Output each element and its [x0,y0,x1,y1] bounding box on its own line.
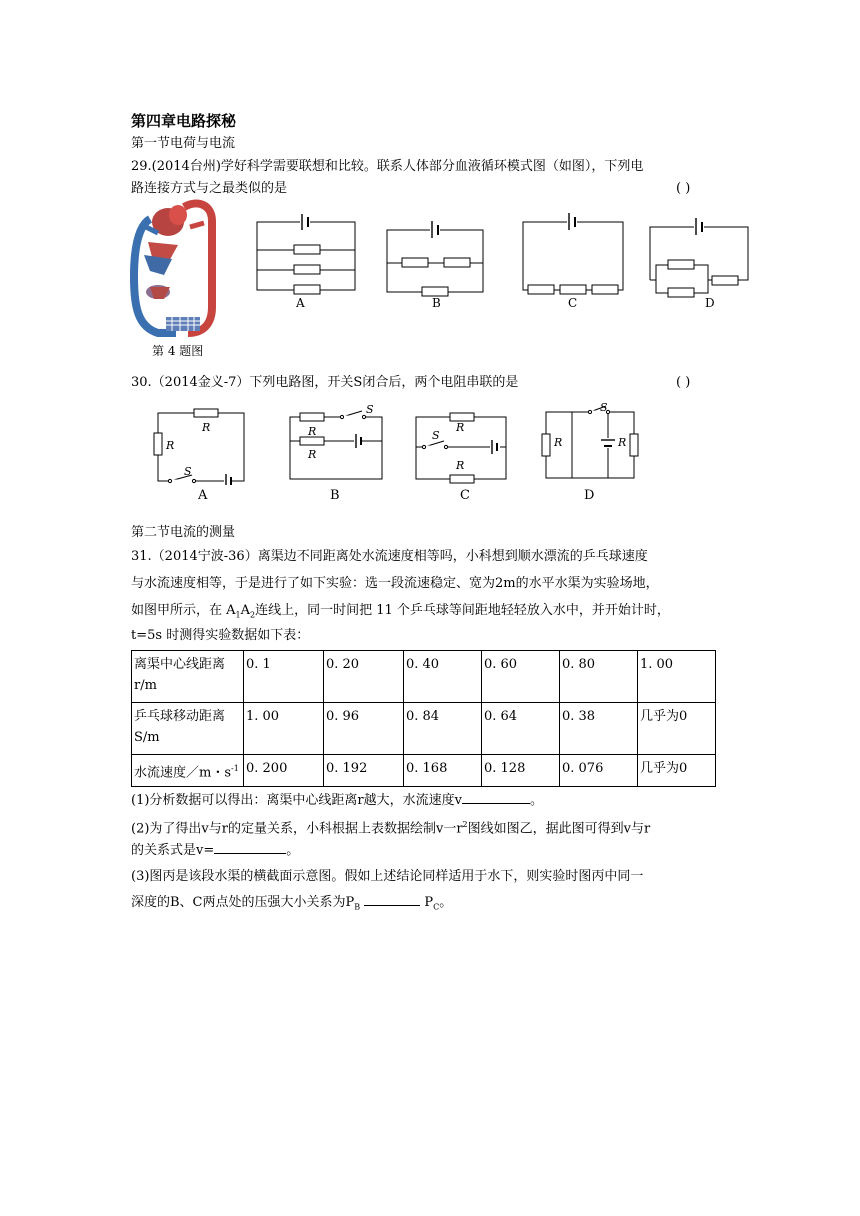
q30-circuit-c [410,405,514,485]
q31-sub2-line1: (2)为了得出v与r的定量关系，小科根据上表数据绘制v一$r^2$图线如图乙，据此图可得到v与r [131,820,651,837]
row-header: 离渠中心线距离 r/m [132,651,244,703]
table-cell: 0. 128 [482,755,560,787]
q30-c-resistor-label-2: R [456,459,465,472]
q30-a-resistor-label-2: R [166,439,175,452]
q31-line3: 如图甲所示，在 $A_1A_2$连线上，同一时间把 11 个乒乓球等间距地轻轻放入水中，并开始计时， [131,603,670,620]
q29-option-label-a: A [296,296,305,310]
q29-option-label-c: C [568,296,578,310]
q30-circuit-a [150,405,250,485]
q30-a-resistor-label-1: R [202,421,211,434]
q29-circuit-b [384,208,490,308]
table-row [132,703,716,755]
section-title-1: 第一节电荷与电流 [131,136,236,151]
table-cell: 0. 1 [244,651,324,703]
q29-option-label-d: D [705,296,715,310]
table-cell: 0. 80 [560,651,638,703]
row-header: 乒乓球移动距离 S/m [132,703,244,755]
table-row [132,755,716,787]
blood-circulation-figure [128,197,220,339]
q30-option-label-c: C [460,488,470,503]
table-cell: 1. 00 [638,651,716,703]
q29-line2: 路连接方式与之最类似的是 [131,181,288,196]
q31-line1: 31.（2014宁波-36）离渠边不同距离处水流速度相等吗，小科想到顺水漂流的乒乓球速度 [131,549,648,564]
q30-d-switch-label: S [600,402,608,414]
q31-sub2-line2: 的关系式是v= 。 [131,839,299,862]
q29-circuit-d [646,208,754,308]
table-cell: 0. 96 [324,703,404,755]
table-cell: 0. 38 [560,703,638,755]
q30-option-label-b: B [330,488,340,503]
q31-line2: 与水流速度相等，于是进行了如下实验：选一段流速稳定、宽为2m的水平水渠为实验场地， [131,576,659,591]
q30-option-label-d: D [584,488,595,503]
q29-option-label-b: B [432,296,441,310]
table-cell: 0. 192 [324,755,404,787]
table-cell: 0. 64 [482,703,560,755]
answer-blank-2[interactable] [214,839,286,854]
table-cell: 1. 00 [244,703,324,755]
q30-circuit-b [284,405,388,485]
table-cell: 0. 076 [560,755,638,787]
q30-answer-bracket: ( ) [676,375,691,390]
q30-line1: 30.（2014金义-7）下列电路图，开关S闭合后，两个电阻串联的是 [131,375,519,390]
q30-c-resistor-label-1: R [456,421,465,434]
q30-d-resistor-label-2: R [618,436,627,449]
q29-answer-bracket: ( ) [676,181,691,196]
q30-c-switch-label: S [432,429,440,442]
table-cell: 几乎为0 [638,703,716,755]
table-row [132,651,716,703]
table-cell: 0. 60 [482,651,560,703]
q30-option-label-a: A [198,488,208,503]
chapter-title: 第四章电路探秘 [131,112,237,130]
q31-data-table [131,650,716,787]
q29-circuit-a [254,208,360,308]
table-cell: 0. 200 [244,755,324,787]
q30-b-switch-label: S [366,405,374,416]
q30-a-switch-label: S [184,465,192,478]
table-cell: 0. 84 [404,703,482,755]
q29-figure-caption: 第 4 题图 [152,344,204,358]
q29-circuit-c [520,208,626,308]
answer-blank-3[interactable] [364,891,420,906]
q30-b-resistor-label-2: R [308,448,317,461]
q31-line4: t=5s 时测得实验数据如下表： [131,628,310,643]
q29-line1: 29.(2014台州)学好科学需要联想和比较。联系人体部分血液循环模式图（如图），下列电 [131,159,644,174]
q31-sub1: (1)分析数据可以得出：离渠中心线距离r越大，水流速度v 。 [131,789,543,812]
table-cell: 0. 40 [404,651,482,703]
table-cell: 几乎为0 [638,755,716,787]
q30-d-resistor-label-1: R [554,436,563,449]
section-title-2: 第二节电流的测量 [131,525,236,540]
answer-blank-1[interactable] [462,789,530,804]
q31-sub3-line2: 深度的B、C两点处的压强大小关系为$P_B$ $P_C$。 [131,891,452,919]
table-cell: 0. 168 [404,755,482,787]
q31-sub3-line1: (3)图丙是该段水渠的横截面示意图。假如上述结论同样适用于水下，则实验时图丙中同一 [131,869,644,884]
row-header: 水流速度／m・$s^{-1}$ [132,755,244,787]
q30-b-resistor-label-1: R [308,425,317,438]
table-cell: 0. 20 [324,651,404,703]
q30-circuit-d [538,402,642,484]
